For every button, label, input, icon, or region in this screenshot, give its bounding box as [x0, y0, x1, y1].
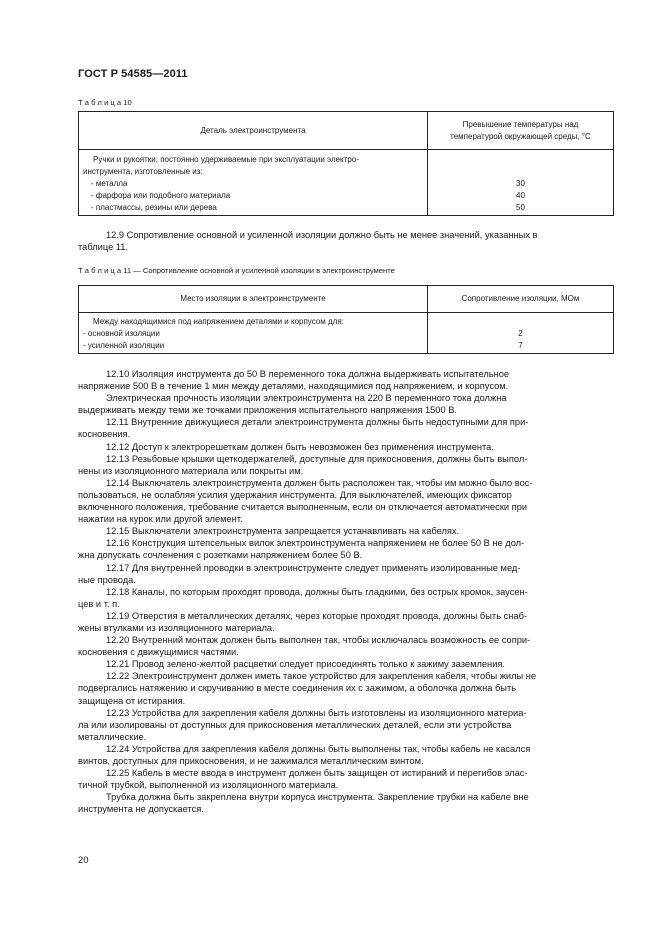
paragraph-12-9 — [78, 229, 614, 253]
table10-row-value: 30 — [516, 179, 525, 188]
table-11 — [78, 285, 614, 354]
document-header: ГОСТ Р 54585—2011 — [78, 68, 188, 80]
paragraph-first-line: 12.10 Изоляция инструмента до 50 В переменного тока должна выдерживать испытательное — [106, 369, 510, 379]
paragraph-line: металлические. — [78, 731, 147, 742]
table11-row-value: 7 — [518, 341, 523, 350]
paragraph-first-line: Электрическая прочность изоляции электроинструмента на 220 В переменного тока должна — [106, 393, 507, 404]
table10-row-value: 40 — [516, 191, 525, 200]
paragraph-first-line: 12.25 Кабель в месте ввода в инструмент должен быть защищен от истираний и перегибов элас- — [106, 768, 528, 779]
table10-row-label: - металла — [91, 179, 128, 188]
table11-row-label: - основной изоляции — [83, 329, 160, 338]
paragraph-first-line: 12.20 Внутренний монтаж должен быть выполнен так, чтобы исключалась возможность ее сопри- — [106, 635, 531, 646]
paragraph-line: винтов, доступных для прикосновения, и не зажимался металлическим винтом. — [78, 756, 424, 766]
table10-caption: Т а б л и ц а 10 — [78, 98, 132, 107]
paragraph-first-line: 12.22 Электроинструмент должен иметь такое устройство для закрепления кабеля, чтобы жилы не — [106, 671, 537, 682]
table11-values-cell — [428, 313, 614, 354]
paragraph-first-line: 12.24 Устройства для закрепления кабеля должны быть выполнены так, чтобы кабель не касался — [106, 743, 531, 754]
table10-intro-line: инструмента, изготовленные из: — [83, 167, 203, 176]
paragraph-line: цев и т. п. — [78, 598, 120, 609]
table11-labels-cell — [79, 313, 428, 354]
paragraph-first-line: 12.14 Выключатель электроинструмента должен быть расположен так, чтобы им можно было вос- — [106, 477, 533, 488]
paragraph-first-line: 12.15 Выключатели электроинструмента запрещается устанавливать на кабелях. — [106, 526, 460, 537]
paragraph-first-line: Трубка должна быть закреплена внутри корпуса инструмента. Закрепление трубки на кабеле вне — [106, 792, 529, 803]
table10-row-label: - фарфора или подобного материала — [91, 191, 231, 200]
table10-col2-header-line: Превышение температуры над — [462, 119, 579, 129]
paragraph-first-line: 12.17 Для внутренней проводки в электроинструменте следует применять изолированные мед- — [106, 562, 521, 573]
paragraph-line: 12.9 Сопротивление основной и усиленной изоляции должно быть не менее значений, указанных в — [106, 230, 538, 240]
paragraph-line: косновения. — [78, 429, 131, 440]
table11-row-label: - усиленной изоляции — [83, 341, 165, 350]
table10-values-cell — [428, 150, 614, 216]
table11-row-value: 2 — [518, 329, 523, 338]
paragraph-line: включенного положения, требование считается выполненным, если он отключается автоматически при — [78, 502, 528, 513]
paragraph-first-line: 12.11 Внутренние движущиеся детали электроинструмента должны быть недоступными для при- — [106, 417, 529, 428]
paragraph-line: жены втулками из изоляционного материала. — [78, 622, 275, 633]
paragraph-line: пользоваться, не ослабляя усилия удержания инструмента. Для выключателей, имеющих фиксатор — [78, 489, 512, 500]
paragraph-line: ла или изолированы от доступных для прикосновения металлических деталей, если эти устройства — [78, 719, 512, 730]
table11-intro: Между находящимися под напряжением деталями и корпусом для: — [93, 317, 344, 326]
table10-col2-header — [428, 112, 614, 150]
body-paragraphs — [78, 368, 614, 815]
table10-row-value: 50 — [516, 203, 525, 212]
paragraph-first-line: 12.19 Отверстия в металлических деталях, через которые проходят провода, должны быть снаб- — [106, 610, 527, 621]
table10-labels-cell — [79, 150, 428, 216]
paragraph-line: выдерживать между теми же точками приложения испытательного напряжения 1500 В. — [78, 405, 458, 416]
table10-row-label: - пластмассы, резины или дерева — [91, 203, 217, 212]
paragraph-first-line: 12.16 Конструкция штепсельных вилок электроинструмента напряжением не более 50 В не дол- — [106, 538, 525, 549]
paragraph-line: защищена от истирания. — [78, 695, 186, 706]
paragraph-first-line: 12.12 Доступ к электрорешеткам должен быть невозможен без применения инструмента. — [106, 441, 494, 452]
paragraph-first-line: 12.18 Каналы, по которым проходят провода, должны быть гладкими, без острых кромок, заусен- — [106, 586, 528, 597]
table11-col2-header: Сопротивление изоляции, МОм — [428, 286, 614, 313]
paragraph-line: таблице 11. — [78, 242, 129, 253]
page-number: 20 — [78, 855, 89, 866]
paragraph-first-line: 12.21 Провод зелено-желтой расцветки следует присоединять только к зажиму заземления. — [106, 659, 506, 670]
table10-intro-line: Ручки и рукоятки, постоянно удерживаемые при эксплуатации электро- — [93, 155, 359, 164]
paragraph-line: тичной трубкой, выполненной из изоляционного материала. — [78, 780, 339, 791]
paragraph-line: нажатии на курок или другой элемент. — [78, 514, 243, 525]
paragraph-first-line: 12.13 Резьбовые крышки щеткодержателей, доступные для прикосновения, должны быть выпол- — [106, 453, 528, 464]
table11-col1-header: Место изоляции в электроинструменте — [79, 286, 428, 313]
paragraph-line: подвергались натяжению и скручиванию в месте соединения их с зажимом, а оболочка должна быть — [78, 683, 517, 694]
paragraph-line: ные провода. — [78, 574, 136, 585]
paragraph-line: напряжение 500 В в течение 1 мин между деталями, находящимися под напряжением, и корпусом. — [78, 381, 509, 392]
paragraph-line: нены из изоляционного материала или покрыты им. — [78, 465, 304, 476]
table11-caption: Т а б л и ц а 11 — Сопротивление основной и усиленной изоляции в электроинструменте — [78, 266, 395, 275]
table-10 — [78, 111, 614, 216]
paragraph-line: инструмента не допускается. — [78, 804, 204, 815]
table10-col2-header-line: температурой окружающей среды, °С — [450, 131, 591, 141]
paragraph-first-line: 12.23 Устройства для закрепления кабеля должны быть изготовлены из изоляционного материа- — [106, 707, 527, 718]
paragraph-line: косновения с движущимися частями. — [78, 647, 239, 658]
paragraph-line: жна допускать сочленения с розетками напряжением более 50 В. — [78, 550, 363, 561]
table10-col1-header: Деталь электроинструмента — [79, 112, 428, 150]
